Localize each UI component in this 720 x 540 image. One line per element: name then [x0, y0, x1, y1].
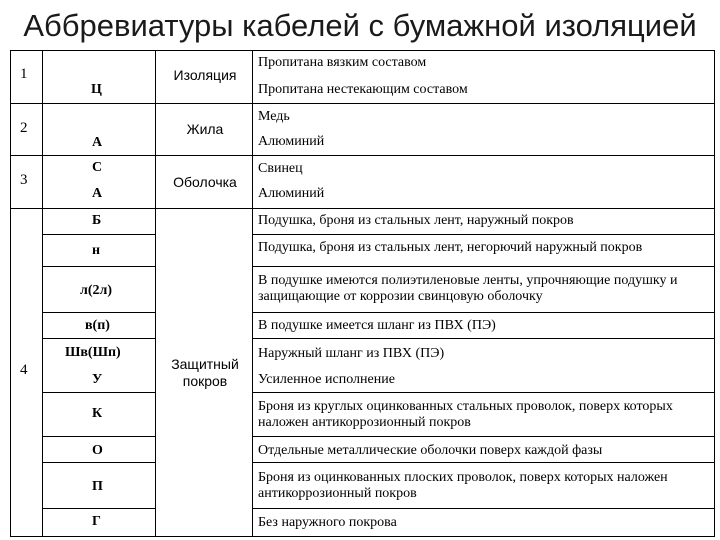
description: Усиленное исполнение — [258, 372, 395, 387]
row-divider — [252, 436, 715, 437]
column-divider — [42, 50, 43, 537]
row-divider — [252, 208, 715, 209]
row-divider — [252, 312, 715, 313]
row-divider — [252, 155, 715, 156]
category-core: Жила — [186, 121, 224, 137]
group-number: 2 — [20, 120, 28, 136]
abbr-a-sheath: А — [92, 186, 103, 201]
row-divider — [10, 208, 43, 209]
row-divider — [42, 508, 156, 509]
description: Медь — [258, 109, 290, 124]
row-divider — [252, 338, 715, 339]
page-title: Аббревиатуры кабелей с бумажной изоляцией — [23, 8, 697, 43]
row-divider — [252, 103, 715, 104]
abbr-ts: Ц — [91, 82, 102, 97]
column-divider — [252, 50, 253, 537]
abbr-shv: Шв(Шп) — [65, 345, 121, 360]
description: Без наружного покрова — [258, 515, 397, 530]
row-divider — [42, 392, 156, 393]
description: Броня из оцинкованных плоских проволок, поверх которых наложен антикоррозионный покров — [258, 470, 668, 501]
category-insulation: Изоляция — [173, 67, 237, 83]
table-border-left — [10, 50, 11, 537]
abbr-o: О — [92, 443, 103, 458]
group-number: 1 — [20, 66, 28, 82]
row-divider — [252, 392, 715, 393]
abbr-s: С — [92, 160, 103, 175]
group-number: 3 — [20, 172, 28, 188]
category-protective-cover: Защитный покров — [171, 356, 239, 389]
table-border-right — [714, 50, 715, 537]
row-divider — [155, 155, 253, 156]
row-divider — [42, 436, 156, 437]
description: Подушка, броня из стальных лент, негорючий наружный покров — [258, 240, 643, 255]
row-divider — [42, 234, 156, 235]
description: В подушке имеются полиэтиленовые ленты, упрочняющие подушку и защищающие от коррозии свинцовую оболочку — [258, 273, 678, 304]
row-divider — [10, 103, 43, 104]
abbr-a-core: А — [92, 135, 103, 150]
description: Алюминий — [258, 134, 325, 149]
description: Подушка, броня из стальных лент, наружный покров — [258, 213, 574, 228]
abbr-u: У — [92, 372, 103, 387]
row-divider — [42, 266, 156, 267]
row-divider — [155, 103, 253, 104]
group-number: 4 — [20, 362, 28, 378]
description: Пропитана вязким составом — [258, 55, 427, 70]
abbr-n: н — [92, 243, 101, 258]
description: В подушке имеется шланг из ПВХ (ПЭ) — [258, 318, 496, 333]
table-border-bottom — [10, 536, 715, 537]
row-divider — [155, 208, 253, 209]
row-divider — [252, 266, 715, 267]
row-divider — [42, 103, 156, 104]
row-divider — [42, 312, 156, 313]
description: Отдельные металлические оболочки поверх каждой фазы — [258, 443, 603, 458]
description: Броня из круглых оцинкованных стальных проволок, поверх которых наложен антикоррозионный покров — [258, 399, 673, 430]
row-divider — [42, 338, 156, 339]
category-sheath: Оболочка — [173, 174, 237, 190]
description: Наружный шланг из ПВХ (ПЭ) — [258, 346, 445, 361]
abbr-g: Г — [92, 514, 101, 529]
abbr-l: л(2л) — [80, 283, 113, 298]
description: Свинец — [258, 161, 303, 176]
abbr-v: в(п) — [85, 318, 110, 333]
row-divider — [252, 234, 715, 235]
row-divider — [42, 462, 156, 463]
column-divider — [155, 50, 156, 537]
row-divider — [10, 155, 43, 156]
table-border-top — [10, 50, 715, 51]
abbr-b: Б — [92, 213, 102, 228]
row-divider — [42, 208, 156, 209]
row-divider — [42, 155, 156, 156]
row-divider — [252, 462, 715, 463]
row-divider — [252, 508, 715, 509]
abbr-k: К — [92, 406, 103, 421]
description: Алюминий — [258, 186, 325, 201]
description: Пропитана нестекающим составом — [258, 82, 468, 97]
abbr-p: П — [92, 479, 103, 494]
